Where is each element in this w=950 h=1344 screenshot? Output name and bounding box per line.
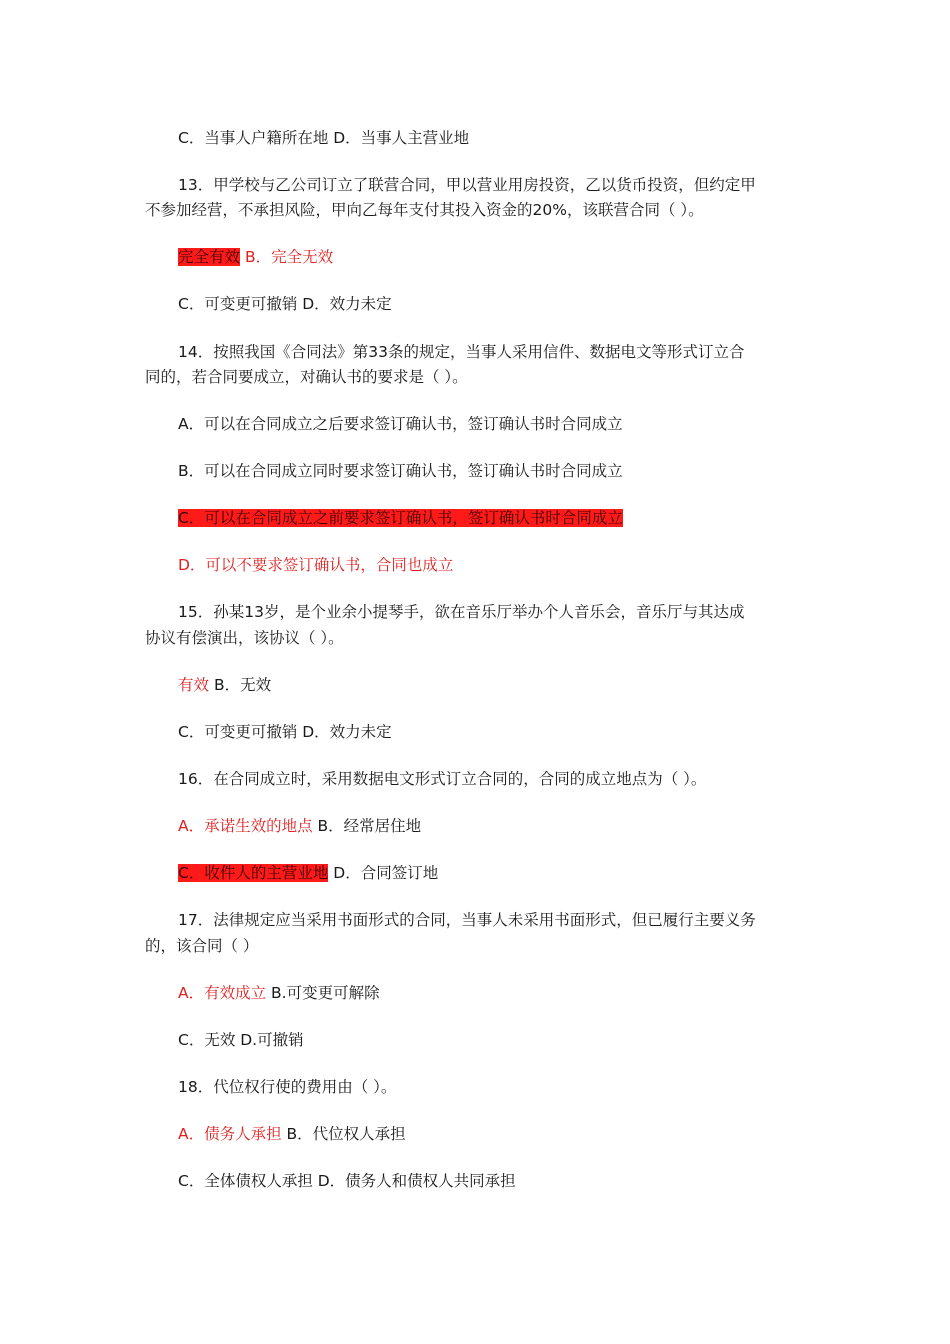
q14-option-d: D．可以不要求签订确认书，合同也成立 [178,556,454,574]
q13-stem-line1: 13．甲学校与乙公司订立了联营合同，甲以营业用房投资，乙以货币投资，但约定甲 [178,176,756,194]
q15-options-ab [178,674,271,696]
q14-option-b: B．可以在合同成立同时要求签订确认书，签订确认书时合同成立 [178,462,623,480]
q15-stem-line1: 15．孙某13岁，是个业余小提琴手，欲在音乐厅举办个人音乐会，音乐厅与其达成 [178,603,745,621]
q13-option-b: B．完全无效 [244,248,334,266]
q17-options-cd: C．无效 D.可撤销 [178,1031,304,1049]
q16-option-a: A．承诺生效的地点 [178,817,313,835]
q13-stem-line2: 不参加经营，不承担风险，甲向乙每年支付其投入资金的20%，该联营合同（ ）。 [145,201,704,219]
q17-option-b: B.可变更可解除 [271,984,380,1002]
q16-option-b: B．经常居住地 [317,817,422,835]
q17-option-a: A．有效成立 [178,984,267,1002]
q18-options-cd: C．全体债权人承担 D．债务人和债权人共同承担 [178,1172,516,1190]
q14-option-c-highlighted: C．可以在合同成立之前要求签订确认书，签订确认书时合同成立 [178,509,623,527]
q13-options-ab [178,246,333,268]
q15-option-a: 有效 [178,676,210,694]
q16-option-c-highlighted: C．收件人的主营业地 [178,864,329,882]
q17-stem-line1: 17．法律规定应当采用书面形式的合同，当事人未采用书面形式，但已履行主要义务 [178,911,756,929]
q16-options-cd [178,862,438,884]
q14-stem-line1: 14．按照我国《合同法》第33条的规定，当事人采用信件、数据电文等形式订立合 [178,343,745,361]
q14-option-a: A．可以在合同成立之后要求签订确认书，签订确认书时合同成立 [178,415,623,433]
q14-option-c [178,507,623,529]
q15-options-cd: C．可变更可撤销 D．效力未定 [178,723,392,741]
q18-options-ab [178,1123,406,1145]
q12-options-cd: C．当事人户籍所在地 D．当事人主营业地 [178,129,470,147]
q15-stem-line2: 协议有偿演出，该协议（ ）。 [145,629,344,647]
q13-option-a-highlighted: 完全有效 [178,248,241,266]
q18-option-a: A．债务人承担 [178,1125,282,1143]
q17-stem-line2: 的，该合同（ ） [145,937,259,955]
q17-options-ab [178,982,380,1004]
q16-options-ab [178,815,421,837]
q18-stem: 18．代位权行使的费用由（ ）。 [178,1078,397,1096]
q14-stem-line2: 同的，若合同要成立，对确认书的要求是（ ）。 [145,368,468,386]
q18-option-b: B．代位权人承担 [286,1125,406,1143]
q16-option-d: D．合同签订地 [333,864,439,882]
q16-stem: 16．在合同成立时，采用数据电文形式订立合同的，合同的成立地点为（ ）。 [178,770,707,788]
q13-options-cd: C．可变更可撤销 D．效力未定 [178,295,392,313]
q15-option-b: B．无效 [213,676,272,694]
